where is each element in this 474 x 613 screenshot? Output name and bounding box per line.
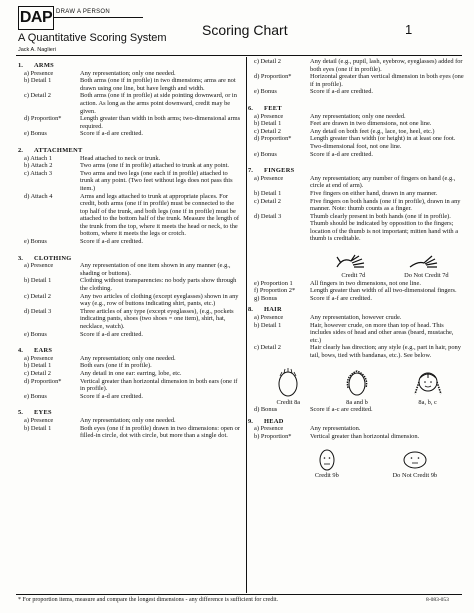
criterion-label: b) Detail 1 xyxy=(254,321,282,329)
section-gap xyxy=(18,138,242,143)
criterion-text: Any detail on both feet (e.g., lace, toe, heel, etc.) xyxy=(310,127,435,135)
wide-head-icon xyxy=(403,449,427,471)
criterion-text: Score if a-d are credited. xyxy=(310,88,373,96)
section-number: 3. xyxy=(18,254,23,262)
criterion-label: f) Proportion 2* xyxy=(254,287,296,295)
criterion-row xyxy=(18,238,242,246)
criterion-label: c) Detail 2 xyxy=(24,292,51,300)
criterion-label: d) Bonus xyxy=(254,406,278,414)
section-number: 2. xyxy=(18,146,23,154)
section-name: EARS xyxy=(34,347,53,355)
criterion-label: e) Proportion 1 xyxy=(254,279,293,287)
no-credit-9b-caption: Do Not Credit 9b xyxy=(392,471,438,479)
criterion-text: Five fingers on either hand, drawn in any manner. xyxy=(310,189,438,197)
criterion-row xyxy=(18,162,242,170)
criterion-row xyxy=(18,155,242,163)
page-number: 1 xyxy=(405,22,413,37)
credit-9b-figure xyxy=(315,449,339,480)
section-number: 1. xyxy=(18,62,23,69)
section-gap xyxy=(248,158,464,163)
hair-more-rows xyxy=(248,406,464,414)
credit-9b-caption: Credit 9b xyxy=(314,471,339,479)
section-name: ARMS xyxy=(34,62,55,69)
criterion-label: e) Bonus xyxy=(254,150,277,158)
section-heading xyxy=(18,409,242,417)
criterion-text: All fingers in two dimensions, not one line. xyxy=(310,279,421,287)
criterion-label: c) Detail 2 xyxy=(254,197,281,205)
criterion-row xyxy=(18,130,242,138)
criterion-text: Any representation; only one needed. xyxy=(80,69,176,77)
criterion-row xyxy=(248,406,464,414)
head-with-hair-icon xyxy=(343,368,371,398)
criterion-label: c) Detail 2 xyxy=(24,92,51,100)
section-gap xyxy=(248,96,464,101)
criterion-text: Feet are drawn in two dimensions, not one line. xyxy=(310,120,432,128)
fingers-figures xyxy=(318,251,464,280)
criterion-text: Horizontal greater than vertical dimension in both eyes (one if in profile). xyxy=(310,73,464,88)
criterion-label: e) Bonus xyxy=(24,330,47,338)
footer-rule xyxy=(16,594,462,595)
logo-rule xyxy=(53,17,143,18)
criterion-row xyxy=(18,417,242,425)
criterion-row xyxy=(18,393,242,401)
criterion-label: a) Presence xyxy=(24,69,54,77)
criterion-row xyxy=(248,151,464,159)
criterion-label: c) Detail 2 xyxy=(254,58,281,65)
hair-figures xyxy=(254,368,464,407)
criterion-row xyxy=(248,295,464,303)
no-credit-7d-caption: Do Not Credit 7d xyxy=(404,272,449,280)
criterion-row xyxy=(18,293,242,308)
criterion-text: Any detail (e.g., pupil, lash, eyebrow, eyeglasses) added for both eyes (one if in profile). xyxy=(310,58,463,73)
criterion-row xyxy=(18,92,242,115)
criterion-text: Any representation, however crude. xyxy=(310,314,402,322)
criterion-label: g) Bonus xyxy=(254,294,278,302)
criterion-text: Any representation; any number of fingers on hand (e.g., circle at end of arm). xyxy=(310,174,456,190)
criterion-row xyxy=(248,175,464,190)
section-number: 6. xyxy=(248,104,253,112)
fingers-more-rows xyxy=(248,280,464,303)
criterion-label: d) Detail 3 xyxy=(24,307,52,315)
criterion-label: b) Detail 1 xyxy=(254,189,282,197)
section-heading xyxy=(248,167,464,175)
criterion-text: Head attached to neck or trunk. xyxy=(80,154,161,162)
criterion-label: b) Detail 1 xyxy=(24,277,52,285)
hair-figure-8abc xyxy=(412,368,444,407)
head-figures xyxy=(288,449,464,480)
criterion-text: Any representation. xyxy=(310,425,361,433)
criterion-label: b) Detail 1 xyxy=(24,362,52,370)
criterion-label: d) Proportion* xyxy=(24,377,62,385)
criterion-text: Length greater than width of all two-dimensional fingers. xyxy=(310,287,457,295)
section-name: HAIR xyxy=(264,306,282,314)
logo-letters: DAP xyxy=(19,9,53,26)
credit-7d-figure xyxy=(333,251,373,280)
hand-without-thumb-icon xyxy=(406,251,446,271)
dap-logo xyxy=(18,6,54,30)
criterion-row xyxy=(18,362,242,370)
criterion-text: Three articles of any type (except eyeglasses), (e.g., pockets indicating pants, shoes (two shoes = one item), shirt, hat, necklace, watch). xyxy=(80,307,234,330)
criterion-row xyxy=(248,88,464,96)
criterion-text: Score if a-d are credited. xyxy=(80,238,143,246)
author: Jack A. Naglieri xyxy=(18,47,56,53)
section-number: 9. xyxy=(248,417,253,425)
section-name: CLOTHING xyxy=(34,254,72,262)
section-heading xyxy=(248,306,464,314)
criterion-row xyxy=(248,314,464,322)
tall-head-icon xyxy=(316,449,338,471)
criterion-text: Both ears (one if in profile). xyxy=(80,362,152,370)
section-gap xyxy=(248,360,464,365)
criterion-label: a) Attach 1 xyxy=(24,154,53,162)
criterion-label: a) Presence xyxy=(24,262,54,270)
proportion-footnote: * For proportion items, measure and compare the longest dimensions - any difference is sufficient for credit. xyxy=(18,597,279,603)
section-number: 7. xyxy=(248,167,253,175)
criterion-text: Score if a-c are credited. xyxy=(310,406,373,414)
criterion-label: c) Detail 2 xyxy=(254,127,281,135)
criterion-label: e) Bonus xyxy=(24,130,47,138)
criterion-text: Length greater than width in both arms; two-dimensional arms required. xyxy=(80,115,241,130)
criterion-row xyxy=(248,113,464,121)
criterion-row xyxy=(248,213,464,243)
page-title: Scoring Chart xyxy=(202,22,288,38)
section-heading xyxy=(18,147,242,155)
criterion-text: Both arms (one if in profile) at side pointing downward, or in action. As long as the arms point downward, credit may be given. xyxy=(80,92,237,115)
criterion-row xyxy=(18,425,242,440)
section-gap xyxy=(18,338,242,343)
criterion-row xyxy=(18,370,242,378)
criterion-text: Vertical greater than horizontal dimension. xyxy=(310,432,420,440)
criterion-row xyxy=(248,128,464,136)
section-heading xyxy=(18,347,242,355)
section-gap xyxy=(18,246,242,251)
criterion-row xyxy=(18,193,242,239)
section-heading xyxy=(18,255,242,263)
section-name: FINGERS xyxy=(264,167,295,175)
criterion-label: e) Bonus xyxy=(24,238,47,246)
criterion-row xyxy=(18,170,242,193)
section-heading xyxy=(248,105,464,113)
criterion-text: Length greater than width (or height) in at least one foot. Two-dimensional foot, not one line. xyxy=(310,135,456,150)
section-name: FEET xyxy=(264,104,282,112)
section-number: 5. xyxy=(18,409,23,417)
criterion-label: a) Presence xyxy=(24,354,54,362)
criterion-label: c) Detail 2 xyxy=(254,344,281,352)
subtitle: A Quantitative Scoring System xyxy=(18,32,167,44)
criterion-row xyxy=(18,378,242,393)
right-column xyxy=(248,58,464,479)
hair-caption-8ab: 8a and b xyxy=(346,398,368,406)
criterion-row xyxy=(248,73,464,88)
criterion-text: Any representation of one item shown in any manner (e.g., shading or buttons). xyxy=(80,262,231,277)
criterion-row xyxy=(18,77,242,92)
criterion-label: d) Proportion* xyxy=(24,115,62,123)
criterion-text: Five fingers on both hands (one if in profile), drawn in any manner. Note: thumb counts as a finger. xyxy=(310,197,461,213)
form-code: 8-083-053 xyxy=(426,597,449,603)
criterion-label: b) Proportion* xyxy=(254,432,292,440)
criterion-row xyxy=(248,322,464,345)
criterion-label: c) Attach 3 xyxy=(24,169,53,177)
criterion-label: a) Presence xyxy=(254,314,284,322)
criterion-row xyxy=(18,308,242,331)
criterion-label: e) Bonus xyxy=(24,392,47,400)
criterion-label: d) Proportion* xyxy=(254,73,292,81)
criterion-label: b) Detail 1 xyxy=(254,120,282,128)
section-name: HEAD xyxy=(264,417,284,425)
criterion-label: d) Attach 4 xyxy=(24,192,53,200)
criterion-label: d) Detail 3 xyxy=(254,212,282,220)
criterion-text: Score if a-d are credited. xyxy=(310,150,373,158)
criterion-row xyxy=(18,70,242,78)
criterion-label: e) Bonus xyxy=(254,88,277,96)
criterion-label: d) Proportion* xyxy=(254,135,292,143)
hand-with-thumb-icon xyxy=(333,251,373,271)
hair-figure-8a xyxy=(274,368,302,407)
criterion-row xyxy=(248,135,464,150)
criterion-text: Any representation; only one needed. xyxy=(310,112,406,120)
section-number: 4. xyxy=(18,347,23,355)
criterion-text: Any two articles of clothing (except eyeglasses) shown in any way (e.g., row of buttons indicating shirt, pants, etc.) xyxy=(80,292,239,308)
criterion-row xyxy=(248,58,464,73)
criterion-row xyxy=(248,433,464,441)
credit-7d-caption: Credit 7d xyxy=(341,272,366,280)
criterion-label: a) Presence xyxy=(254,112,284,120)
section-gap xyxy=(248,243,464,248)
criterion-text: Score if a-f are credited. xyxy=(310,294,372,302)
head-with-braids-icon xyxy=(412,368,444,398)
head-section xyxy=(248,418,464,446)
section-name: EYES xyxy=(34,409,52,417)
criterion-label: b) Detail 1 xyxy=(24,424,52,432)
criterion-row xyxy=(248,287,464,295)
criterion-text: Arms and legs attached to trunk at appropriate places. For credit, both arms (one if in profile) must be connected to the top half of the trunk, and both legs (one if in profile) must be attached to the bottom half of the trunk. Measure the length of the trunk from the top, where it meets the head or neck, to the bottom, where it meets the legs or crotch. xyxy=(80,192,240,238)
criterion-row xyxy=(18,262,242,277)
criterion-row xyxy=(248,198,464,213)
criterion-row xyxy=(18,115,242,130)
criterion-row xyxy=(18,331,242,339)
section-number: 8. xyxy=(248,306,253,314)
hair-caption-8a: Credit 8a xyxy=(276,398,301,406)
section-heading xyxy=(248,418,464,426)
criterion-text: Both arms (one if in profile) in two dimensions; arms are not drawn using one line, but have length and width. xyxy=(80,77,236,92)
criterion-label: a) Presence xyxy=(24,416,54,424)
criterion-text: Score if a-d are credited. xyxy=(80,330,143,338)
column-divider xyxy=(246,57,247,593)
hair-figure-8ab xyxy=(343,368,371,407)
criterion-row xyxy=(248,280,464,288)
criterion-row xyxy=(248,120,464,128)
criterion-row xyxy=(248,190,464,198)
criterion-row xyxy=(248,425,464,433)
hair-caption-8abc: 8a, b, c xyxy=(418,398,437,406)
criterion-text: Any detail in one ear: earring, lobe, etc. xyxy=(80,369,182,377)
header-rule xyxy=(16,55,462,56)
no-credit-7d-figure xyxy=(404,251,449,280)
criterion-row xyxy=(18,277,242,292)
criterion-text: Score if a-d are credited. xyxy=(80,392,143,400)
section-gap xyxy=(248,441,464,446)
criterion-text: Both eyes (one if in profile) drawn in two dimensions: open or filled-in circle, dot with circle, but more than a single dot. xyxy=(80,424,240,440)
criterion-label: b) Attach 2 xyxy=(24,162,53,170)
no-credit-9b-figure xyxy=(393,449,438,480)
criterion-row xyxy=(18,355,242,363)
head-outline-icon xyxy=(274,368,302,398)
criterion-label: a) Presence xyxy=(254,174,284,182)
logo-tag: DRAW A PERSON xyxy=(56,9,111,15)
criterion-text: Two arms (one if in profile) attached to trunk at any point. xyxy=(80,162,229,170)
criterion-text: Score if a-d are credited. xyxy=(80,130,143,138)
hair-section xyxy=(248,306,464,364)
criterion-text: Thumb clearly present in both hands (one if in profile). Thumb should be indicated by opposition to the fingers; location of the thumb is not important; mitten hand with a thumb is creditable. xyxy=(310,212,459,243)
criterion-row xyxy=(248,344,464,359)
criterion-label: a) Presence xyxy=(254,425,284,433)
criterion-text: Any representation; only one needed. xyxy=(80,354,176,362)
criterion-text: Hair clearly has direction; any style (e.g., part in hair, pony tail, bows, tied with bandanas, etc.). See below. xyxy=(310,344,461,359)
criterion-label: c) Detail 2 xyxy=(24,369,51,377)
section-gap xyxy=(18,400,242,405)
criterion-text: Clothing without transparencies: no body parts show through the clothing. xyxy=(80,277,237,293)
criterion-text: Two arms and two legs (one each if in profile) attached to trunk at any point. (Two feet without legs does not pass this item.) xyxy=(80,169,233,192)
section-name: ATTACHMENT xyxy=(34,146,83,154)
criterion-label: b) Detail 1 xyxy=(24,77,52,85)
criterion-text: Hair, however crude, on more than top of head. This includes sides of head and other areas (beard, mustache, etc.) xyxy=(310,321,454,344)
left-column xyxy=(18,58,242,445)
section-gap xyxy=(18,440,242,445)
criterion-text: Any representation; only one needed. xyxy=(80,416,176,424)
right-sections xyxy=(248,58,464,248)
section-heading xyxy=(18,62,242,70)
criterion-text: Vertical greater than horizontal dimension in both ears (one if in profile). xyxy=(80,377,238,393)
